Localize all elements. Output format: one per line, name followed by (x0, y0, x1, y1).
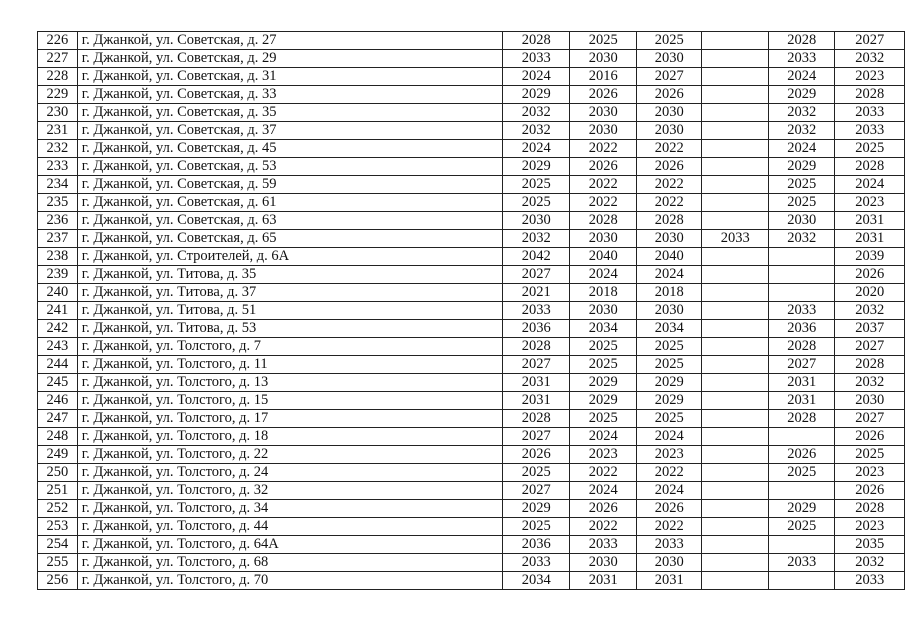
year-cell-1: 2025 (502, 518, 570, 536)
year-cell-2: 2025 (570, 410, 637, 428)
year-cell-5 (768, 266, 835, 284)
year-cell-3: 2026 (636, 158, 702, 176)
address-cell: г. Джанкой, ул. Титова, д. 53 (77, 320, 502, 338)
year-cell-1: 2024 (502, 68, 570, 86)
row-number: 234 (38, 176, 78, 194)
table-row (38, 392, 905, 410)
address-cell: г. Джанкой, ул. Советская, д. 63 (77, 212, 502, 230)
year-cell-2: 2025 (570, 338, 637, 356)
year-cell-3: 2029 (636, 374, 702, 392)
year-cell-1: 2028 (502, 338, 570, 356)
year-cell-2: 2040 (570, 248, 637, 266)
year-cell-6: 2027 (835, 410, 905, 428)
row-number: 250 (38, 464, 78, 482)
year-cell-4 (702, 536, 769, 554)
address-cell: г. Джанкой, ул. Строителей, д. 6А (77, 248, 502, 266)
year-cell-2: 2029 (570, 392, 637, 410)
table-row (38, 500, 905, 518)
year-cell-6: 2020 (835, 284, 905, 302)
year-cell-1: 2033 (502, 50, 570, 68)
address-cell: г. Джанкой, ул. Толстого, д. 17 (77, 410, 502, 428)
year-cell-3: 2030 (636, 122, 702, 140)
year-cell-3: 2025 (636, 356, 702, 374)
year-cell-2: 2034 (570, 320, 637, 338)
year-cell-6: 2026 (835, 482, 905, 500)
year-cell-1: 2027 (502, 266, 570, 284)
address-cell: г. Джанкой, ул. Толстого, д. 22 (77, 446, 502, 464)
year-cell-5: 2029 (768, 86, 835, 104)
year-cell-2: 2030 (570, 302, 637, 320)
year-cell-5: 2032 (768, 122, 835, 140)
table-row (38, 140, 905, 158)
year-cell-5: 2031 (768, 392, 835, 410)
table-row (38, 104, 905, 122)
year-cell-1: 2032 (502, 104, 570, 122)
year-cell-1: 2021 (502, 284, 570, 302)
year-cell-6: 2023 (835, 518, 905, 536)
table-row (38, 320, 905, 338)
year-cell-3: 2040 (636, 248, 702, 266)
year-cell-4 (702, 446, 769, 464)
year-cell-1: 2042 (502, 248, 570, 266)
table-row (38, 50, 905, 68)
row-number: 240 (38, 284, 78, 302)
year-cell-4 (702, 302, 769, 320)
row-number: 229 (38, 86, 78, 104)
year-cell-1: 2029 (502, 86, 570, 104)
year-cell-4 (702, 68, 769, 86)
year-cell-2: 2030 (570, 50, 637, 68)
year-cell-2: 2033 (570, 536, 637, 554)
year-cell-3: 2024 (636, 428, 702, 446)
year-cell-2: 2030 (570, 554, 637, 572)
table-body (38, 32, 905, 590)
year-cell-2: 2016 (570, 68, 637, 86)
address-cell: г. Джанкой, ул. Толстого, д. 68 (77, 554, 502, 572)
year-cell-4 (702, 482, 769, 500)
year-cell-4 (702, 32, 769, 50)
year-cell-4 (702, 86, 769, 104)
table-row (38, 374, 905, 392)
address-cell: г. Джанкой, ул. Толстого, д. 7 (77, 338, 502, 356)
year-cell-4 (702, 248, 769, 266)
address-cell: г. Джанкой, ул. Советская, д. 45 (77, 140, 502, 158)
address-cell: г. Джанкой, ул. Толстого, д. 15 (77, 392, 502, 410)
table-row (38, 266, 905, 284)
table-row (38, 68, 905, 86)
year-cell-3: 2030 (636, 230, 702, 248)
year-cell-4 (702, 338, 769, 356)
year-cell-3: 2022 (636, 194, 702, 212)
year-cell-1: 2025 (502, 194, 570, 212)
year-cell-6: 2030 (835, 392, 905, 410)
year-cell-3: 2024 (636, 266, 702, 284)
year-cell-4 (702, 50, 769, 68)
address-cell: г. Джанкой, ул. Советская, д. 37 (77, 122, 502, 140)
year-cell-2: 2031 (570, 572, 637, 590)
year-cell-5: 2028 (768, 410, 835, 428)
year-cell-3: 2033 (636, 536, 702, 554)
row-number: 246 (38, 392, 78, 410)
year-cell-4 (702, 356, 769, 374)
year-cell-3: 2027 (636, 68, 702, 86)
year-cell-6: 2032 (835, 554, 905, 572)
year-cell-2: 2022 (570, 518, 637, 536)
year-cell-2: 2030 (570, 104, 637, 122)
year-cell-4 (702, 212, 769, 230)
year-cell-1: 2030 (502, 212, 570, 230)
address-cell: г. Джанкой, ул. Толстого, д. 32 (77, 482, 502, 500)
year-cell-4 (702, 410, 769, 428)
row-number: 247 (38, 410, 78, 428)
address-cell: г. Джанкой, ул. Толстого, д. 34 (77, 500, 502, 518)
table-row (38, 464, 905, 482)
year-cell-4 (702, 500, 769, 518)
year-cell-1: 2031 (502, 374, 570, 392)
row-number: 244 (38, 356, 78, 374)
row-number: 231 (38, 122, 78, 140)
year-cell-2: 2022 (570, 140, 637, 158)
year-cell-6: 2025 (835, 446, 905, 464)
year-cell-3: 2030 (636, 554, 702, 572)
address-cell: г. Джанкой, ул. Советская, д. 29 (77, 50, 502, 68)
year-cell-3: 2018 (636, 284, 702, 302)
year-cell-5: 2027 (768, 356, 835, 374)
year-cell-4 (702, 464, 769, 482)
year-cell-1: 2036 (502, 536, 570, 554)
year-cell-3: 2028 (636, 212, 702, 230)
table-row (38, 518, 905, 536)
row-number: 241 (38, 302, 78, 320)
row-number: 249 (38, 446, 78, 464)
year-cell-6: 2028 (835, 86, 905, 104)
year-cell-2: 2030 (570, 230, 637, 248)
address-cell: г. Джанкой, ул. Советская, д. 59 (77, 176, 502, 194)
row-number: 256 (38, 572, 78, 590)
table-row (38, 284, 905, 302)
address-cell: г. Джанкой, ул. Толстого, д. 70 (77, 572, 502, 590)
year-cell-1: 2026 (502, 446, 570, 464)
year-cell-5: 2026 (768, 446, 835, 464)
year-cell-6: 2028 (835, 500, 905, 518)
year-cell-6: 2033 (835, 122, 905, 140)
year-cell-4 (702, 428, 769, 446)
year-cell-6: 2024 (835, 176, 905, 194)
row-number: 242 (38, 320, 78, 338)
table-row (38, 122, 905, 140)
table-row (38, 194, 905, 212)
year-cell-2: 2024 (570, 482, 637, 500)
year-cell-1: 2036 (502, 320, 570, 338)
year-cell-3: 2026 (636, 500, 702, 518)
year-cell-2: 2030 (570, 122, 637, 140)
year-cell-4 (702, 122, 769, 140)
year-cell-6: 2023 (835, 464, 905, 482)
address-cell: г. Джанкой, ул. Толстого, д. 13 (77, 374, 502, 392)
row-number: 255 (38, 554, 78, 572)
row-number: 227 (38, 50, 78, 68)
year-cell-6: 2031 (835, 230, 905, 248)
address-cell: г. Джанкой, ул. Толстого, д. 18 (77, 428, 502, 446)
year-cell-5: 2033 (768, 302, 835, 320)
table-row (38, 338, 905, 356)
year-cell-5: 2024 (768, 68, 835, 86)
table-row (38, 32, 905, 50)
year-cell-1: 2024 (502, 140, 570, 158)
row-number: 228 (38, 68, 78, 86)
year-cell-5: 2025 (768, 518, 835, 536)
year-cell-2: 2029 (570, 374, 637, 392)
row-number: 248 (38, 428, 78, 446)
year-cell-6: 2028 (835, 356, 905, 374)
year-cell-5: 2025 (768, 464, 835, 482)
year-cell-6: 2025 (835, 140, 905, 158)
year-cell-2: 2023 (570, 446, 637, 464)
year-cell-5 (768, 572, 835, 590)
year-cell-4 (702, 392, 769, 410)
year-cell-6: 2035 (835, 536, 905, 554)
year-cell-5: 2030 (768, 212, 835, 230)
year-cell-1: 2029 (502, 158, 570, 176)
buildings-table (37, 31, 905, 590)
address-cell: г. Джанкой, ул. Титова, д. 51 (77, 302, 502, 320)
row-number: 251 (38, 482, 78, 500)
year-cell-3: 2022 (636, 140, 702, 158)
year-cell-5: 2036 (768, 320, 835, 338)
address-cell: г. Джанкой, ул. Советская, д. 65 (77, 230, 502, 248)
table-row (38, 248, 905, 266)
year-cell-4 (702, 194, 769, 212)
row-number: 238 (38, 248, 78, 266)
year-cell-3: 2029 (636, 392, 702, 410)
year-cell-2: 2028 (570, 212, 637, 230)
year-cell-5 (768, 248, 835, 266)
row-number: 243 (38, 338, 78, 356)
table-row (38, 86, 905, 104)
year-cell-2: 2025 (570, 356, 637, 374)
year-cell-6: 2023 (835, 194, 905, 212)
address-cell: г. Джанкой, ул. Советская, д. 27 (77, 32, 502, 50)
year-cell-4 (702, 158, 769, 176)
address-cell: г. Джанкой, ул. Советская, д. 53 (77, 158, 502, 176)
year-cell-2: 2026 (570, 86, 637, 104)
year-cell-3: 2031 (636, 572, 702, 590)
year-cell-5: 2033 (768, 50, 835, 68)
year-cell-3: 2025 (636, 32, 702, 50)
year-cell-5: 2028 (768, 32, 835, 50)
year-cell-1: 2027 (502, 356, 570, 374)
year-cell-3: 2023 (636, 446, 702, 464)
year-cell-4 (702, 284, 769, 302)
year-cell-2: 2026 (570, 158, 637, 176)
year-cell-4: 2033 (702, 230, 769, 248)
row-number: 236 (38, 212, 78, 230)
year-cell-1: 2033 (502, 554, 570, 572)
year-cell-1: 2028 (502, 32, 570, 50)
year-cell-3: 2022 (636, 176, 702, 194)
year-cell-2: 2022 (570, 464, 637, 482)
row-number: 226 (38, 32, 78, 50)
year-cell-6: 2032 (835, 374, 905, 392)
year-cell-6: 2033 (835, 104, 905, 122)
table-row (38, 158, 905, 176)
year-cell-6: 2031 (835, 212, 905, 230)
address-cell: г. Джанкой, ул. Толстого, д. 64А (77, 536, 502, 554)
row-number: 253 (38, 518, 78, 536)
year-cell-1: 2032 (502, 122, 570, 140)
row-number: 237 (38, 230, 78, 248)
year-cell-5: 2032 (768, 230, 835, 248)
year-cell-2: 2022 (570, 194, 637, 212)
year-cell-1: 2029 (502, 500, 570, 518)
year-cell-6: 2028 (835, 158, 905, 176)
year-cell-5: 2028 (768, 338, 835, 356)
year-cell-1: 2031 (502, 392, 570, 410)
year-cell-3: 2030 (636, 50, 702, 68)
year-cell-4 (702, 554, 769, 572)
year-cell-3: 2030 (636, 302, 702, 320)
year-cell-1: 2034 (502, 572, 570, 590)
year-cell-4 (702, 176, 769, 194)
address-cell: г. Джанкой, ул. Советская, д. 35 (77, 104, 502, 122)
row-number: 233 (38, 158, 78, 176)
year-cell-6: 2039 (835, 248, 905, 266)
table-row (38, 176, 905, 194)
address-cell: г. Джанкой, ул. Толстого, д. 11 (77, 356, 502, 374)
year-cell-2: 2025 (570, 32, 637, 50)
year-cell-3: 2034 (636, 320, 702, 338)
year-cell-4 (702, 266, 769, 284)
year-cell-6: 2026 (835, 266, 905, 284)
year-cell-2: 2018 (570, 284, 637, 302)
year-cell-3: 2022 (636, 518, 702, 536)
year-cell-5: 2033 (768, 554, 835, 572)
year-cell-2: 2022 (570, 176, 637, 194)
year-cell-2: 2026 (570, 500, 637, 518)
year-cell-5: 2029 (768, 158, 835, 176)
year-cell-6: 2027 (835, 338, 905, 356)
year-cell-1: 2025 (502, 464, 570, 482)
table-row (38, 572, 905, 590)
year-cell-5: 2024 (768, 140, 835, 158)
row-number: 232 (38, 140, 78, 158)
year-cell-3: 2030 (636, 104, 702, 122)
year-cell-3: 2024 (636, 482, 702, 500)
table-row (38, 212, 905, 230)
row-number: 245 (38, 374, 78, 392)
address-cell: г. Джанкой, ул. Советская, д. 61 (77, 194, 502, 212)
year-cell-3: 2025 (636, 338, 702, 356)
year-cell-6: 2037 (835, 320, 905, 338)
year-cell-5 (768, 482, 835, 500)
year-cell-3: 2025 (636, 410, 702, 428)
table-row (38, 302, 905, 320)
year-cell-4 (702, 518, 769, 536)
year-cell-3: 2022 (636, 464, 702, 482)
address-cell: г. Джанкой, ул. Советская, д. 31 (77, 68, 502, 86)
table-row (38, 554, 905, 572)
year-cell-1: 2032 (502, 230, 570, 248)
year-cell-6: 2032 (835, 302, 905, 320)
year-cell-5 (768, 428, 835, 446)
year-cell-1: 2027 (502, 428, 570, 446)
year-cell-4 (702, 374, 769, 392)
address-cell: г. Джанкой, ул. Толстого, д. 44 (77, 518, 502, 536)
year-cell-6: 2026 (835, 428, 905, 446)
year-cell-4 (702, 572, 769, 590)
year-cell-4 (702, 320, 769, 338)
table-row (38, 536, 905, 554)
table-row (38, 428, 905, 446)
year-cell-4 (702, 140, 769, 158)
table-row (38, 356, 905, 374)
row-number: 239 (38, 266, 78, 284)
table-row (38, 446, 905, 464)
year-cell-5: 2031 (768, 374, 835, 392)
year-cell-2: 2024 (570, 428, 637, 446)
year-cell-5: 2029 (768, 500, 835, 518)
year-cell-1: 2027 (502, 482, 570, 500)
year-cell-4 (702, 104, 769, 122)
row-number: 252 (38, 500, 78, 518)
year-cell-5 (768, 284, 835, 302)
address-cell: г. Джанкой, ул. Толстого, д. 24 (77, 464, 502, 482)
year-cell-3: 2026 (636, 86, 702, 104)
row-number: 235 (38, 194, 78, 212)
table-row (38, 410, 905, 428)
table-row (38, 482, 905, 500)
year-cell-5: 2032 (768, 104, 835, 122)
address-cell: г. Джанкой, ул. Советская, д. 33 (77, 86, 502, 104)
year-cell-1: 2033 (502, 302, 570, 320)
year-cell-1: 2025 (502, 176, 570, 194)
year-cell-1: 2028 (502, 410, 570, 428)
address-cell: г. Джанкой, ул. Титова, д. 35 (77, 266, 502, 284)
year-cell-6: 2023 (835, 68, 905, 86)
year-cell-2: 2024 (570, 266, 637, 284)
year-cell-6: 2032 (835, 50, 905, 68)
year-cell-6: 2027 (835, 32, 905, 50)
year-cell-5: 2025 (768, 194, 835, 212)
year-cell-6: 2033 (835, 572, 905, 590)
table-row (38, 230, 905, 248)
row-number: 254 (38, 536, 78, 554)
row-number: 230 (38, 104, 78, 122)
year-cell-5 (768, 536, 835, 554)
address-cell: г. Джанкой, ул. Титова, д. 37 (77, 284, 502, 302)
year-cell-5: 2025 (768, 176, 835, 194)
